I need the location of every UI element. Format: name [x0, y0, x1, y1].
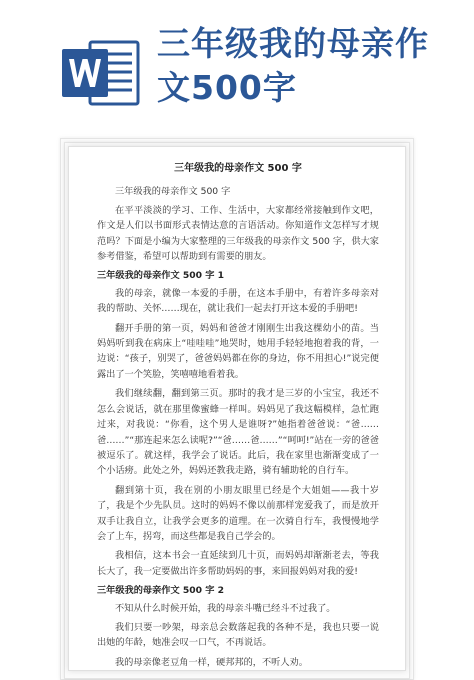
document-subtitle: 三年级我的母亲作文 500 字 — [115, 186, 231, 198]
paragraph: 我的母亲，就像一本爱的手册，在这本手册中，有着许多母亲对我的帮助、关怀……现在，就让我们一起去打开这本爱的手册吧! — [97, 287, 379, 315]
paragraph: 翻到第十页，我在别的小朋友眼里已经是个大姐姐——我十岁了，我是个少先队员。这时的妈妈不像以前那样宠爱我了，而是放开双手让我自立，让我学会更多的道理。在一次骑自行车，我慢慢地学会了上车，拐弯，而这些都是我自己学会的。 — [97, 484, 379, 542]
paragraph: 我的母亲像老豆角一样，硬邦邦的，不听人劝。 — [115, 656, 308, 668]
page-title — [157, 22, 457, 110]
paragraph: 我们只要一吵架，母亲总会数落起我的各种不是，我也只要一说出她的年龄，她准会叹一口气，不再说话。 — [97, 621, 379, 649]
page-title-line2: 文500字 — [157, 68, 297, 107]
document-content — [97, 161, 379, 671]
paragraph: 我相信，这本书会一直延续到几十页，而妈妈却渐渐老去，等我长大了，我一定要做出许多帮助妈妈的事，来回报妈妈对我的爱! — [97, 550, 379, 577]
intro-paragraph: 在平平淡淡的学习、工作、生活中，大家都经常接触到作文吧，作文是人们以书面形式表情达意的言语活动。你知道作文怎样写才规范吗？下面是小编为大家整理的三年级我的母亲作文 500 字，供大家参考借鉴，希望可以帮助到有需要的朋友。 — [97, 204, 379, 263]
header-banner — [0, 0, 474, 140]
paragraph: 不知从什么时候开始，我的母亲斗嘴已经斗不过我了。 — [115, 602, 336, 614]
document-page — [68, 146, 406, 671]
document-title: 三年级我的母亲作文 500 字 — [174, 163, 302, 174]
paragraph: 我们继续翻，翻到第三页。那时的我才是三岁的小宝宝，我还不怎么会说话，就在那里像蜜蜂一样叫。妈妈见了我这幅模样，急忙跑过来，对我说：“你看，这个男人是谁呀?”她指着爸爸说：“爸……爸……”“那连起来怎么读呢?”“爸……爸……”“呵呵!”站在一旁的爸爸被逗乐了。就这样，我学会了说话。此后，我在家里也渐渐变成了一个小话痨。此处之外，妈妈还教我走路，骑有辅助轮的自行车。 — [97, 388, 379, 477]
section-heading-2: 三年级我的母亲作文 500 字 2 — [97, 585, 225, 597]
page-title-line1: 三年级我的母亲作 — [157, 24, 429, 63]
paragraph: 翻开手册的第一页，妈妈和爸爸才刚刚生出我这棵幼小的苗。当妈妈听到我在病床上“哇哇哇”地哭时，她用手轻轻地抱着我的背，一边说：“孩子，别哭了，爸爸妈妈都在你的身边，你不用担心!”说完便露出了一个笑脸，笑嘻嘻地看着我。 — [97, 322, 379, 380]
section-heading-1: 三年级我的母亲作文 500 字 1 — [97, 270, 225, 282]
word-document-icon — [60, 38, 142, 108]
